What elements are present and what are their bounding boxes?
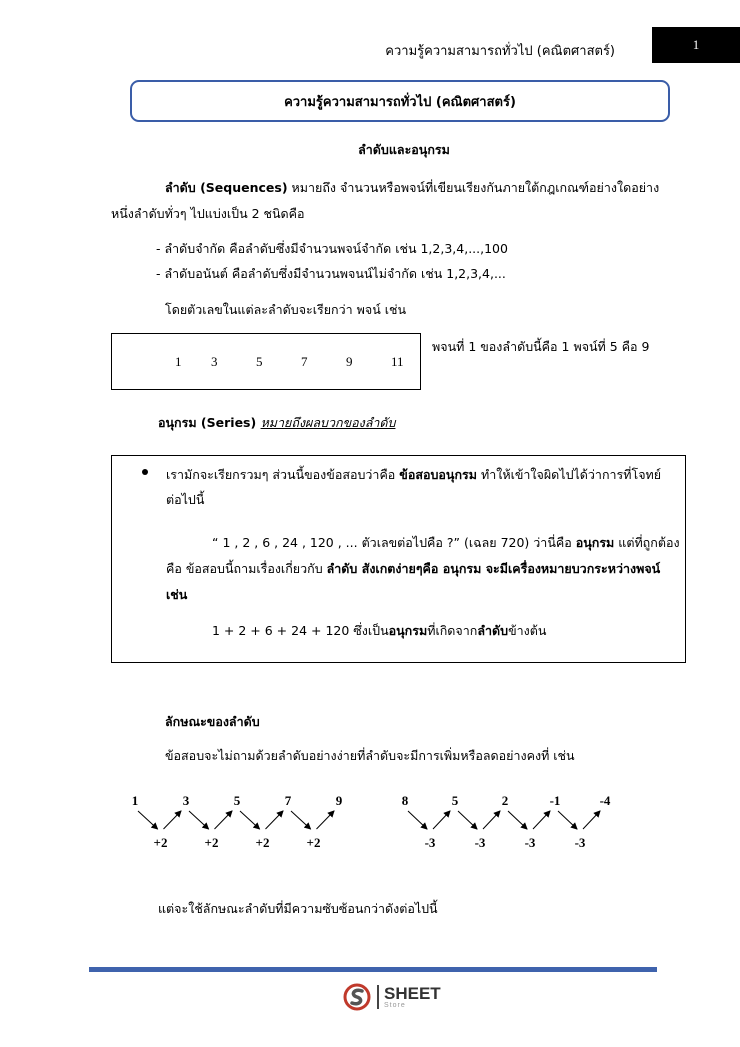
text-run: ที่เกิดจาก [427, 623, 478, 638]
sequence-term-label: -4 [599, 793, 611, 808]
sequence-difference-label: -3 [524, 835, 536, 850]
page-number-box [652, 27, 740, 63]
series-note-line4 [166, 559, 660, 579]
sequence-arrow-diagram [0, 785, 740, 855]
term-value: 1 [175, 354, 182, 369]
sequence-difference-label: +2 [204, 835, 219, 850]
section-title-row [0, 140, 740, 160]
up-arrow [164, 811, 182, 829]
text-run: เรามักจะเรียกรวมๆ ส่วนนี้ของข้อสอบว่าคือ [166, 467, 400, 482]
series-note-line2: ต่อไปนี้ [166, 492, 205, 507]
term-value: 3 [211, 354, 218, 369]
text-run-bold: อนุกรม [388, 623, 428, 638]
term-value: 9 [346, 354, 353, 369]
sequence-difference-label: +2 [306, 835, 321, 850]
series-note-line5: เช่น [166, 587, 188, 602]
text-run: แต่ที่ถูกต้อง [614, 535, 680, 550]
page-number: 1 [692, 37, 700, 52]
up-arrow [266, 811, 284, 829]
main-title: ความรู้ความสามารถทั่วไป (คณิตศาสตร์) [284, 94, 516, 110]
text-run: คือ ข้อสอบนี้ถามเรื่องเกี่ยวกับ [166, 561, 327, 576]
main-title-box [130, 80, 670, 122]
sequence-term: ลำดับ (Sequences) [165, 180, 288, 195]
sequence-difference-label: +2 [255, 835, 270, 850]
section-title: ลำดับและอนุกรม [358, 142, 450, 157]
up-arrow [583, 811, 600, 829]
sequence-definition-line1 [165, 178, 659, 198]
series-meaning: หมายถึงผลบวกของลำดับ [260, 415, 396, 430]
bullet-icon [142, 469, 148, 475]
down-arrow [138, 811, 158, 829]
closing-text: แต่จะใช้ลักษณะลำดับที่มีความซับซ้อนกว่าดังต่อไปนี้ [158, 901, 438, 916]
characteristics-title: ลักษณะของลำดับ [165, 714, 260, 729]
term-value: 5 [256, 354, 263, 369]
series-note-line1 [166, 465, 661, 485]
sequence-term-label: -1 [549, 793, 561, 808]
term-value: 7 [301, 354, 308, 369]
sequence-difference-label: -3 [574, 835, 586, 850]
sequence-definition-line2: หนึ่งลำดับทั่วๆ ไปแบ่งเป็น 2 ชนิดคือ [111, 206, 305, 221]
sequence-term-label: 5 [451, 793, 459, 808]
series-definition [158, 413, 395, 433]
sequence-difference-label: -3 [424, 835, 436, 850]
terms-intro: โดยตัวเลขในแต่ละลำดับจะเรียกว่า พจน์ เช่น [165, 302, 407, 317]
sequence-difference-label: -3 [474, 835, 486, 850]
up-arrow [483, 811, 500, 829]
terms-note: พจนที่ 1 ของลำดับนี้คือ 1 พจน์ที่ 5 คือ 9 [432, 339, 650, 354]
up-arrow [317, 811, 335, 829]
text-run-bold: ลำดับ [477, 623, 509, 638]
sequence-term-label: 2 [501, 793, 509, 808]
down-arrow [291, 811, 311, 829]
down-arrow [189, 811, 209, 829]
down-arrow [508, 811, 527, 829]
text-run: ข้างต้น [508, 623, 547, 638]
sequence-term-label: 8 [401, 793, 409, 808]
sequence-term-label: 7 [284, 793, 292, 808]
text-run-bold: ลำดับ สังเกตง่ายๆคือ อนุกรม จะมีเครื่องหมายบวกระหว่างพจน์ [326, 561, 661, 576]
logo-divider [377, 985, 379, 1009]
series-note-line6 [212, 621, 546, 641]
series-note-line3 [212, 533, 680, 553]
up-arrow [433, 811, 450, 829]
down-arrow [240, 811, 260, 829]
characteristics-text: ข้อสอบจะไม่ถามด้วยลำดับอย่างง่ายที่ลำดับจะมีการเพิ่มหรือลดอย่างคงที่ เช่น [165, 748, 575, 763]
sequence-term-label: 5 [233, 793, 241, 808]
series-term: อนุกรม (Series) [158, 415, 261, 430]
down-arrow [408, 811, 427, 829]
text-run-bold: อนุกรม [575, 535, 615, 550]
down-arrow [458, 811, 477, 829]
logo-text [384, 983, 441, 1009]
sequence-term-label: 3 [182, 793, 190, 808]
term-value: 11 [391, 354, 404, 369]
logo-sub: Store [384, 1001, 406, 1009]
header-title: ความรู้ความสามารถทั่วไป (คณิตศาสตร์) [385, 44, 615, 59]
terms-example-box [111, 333, 421, 390]
text-run: ทำให้เข้าใจผิดไปได้ว่าการที่โจทย์ [477, 467, 662, 482]
text-run: 1 + 2 + 6 + 24 + 120 ซึ่งเป็น [212, 623, 389, 638]
sheet-store-logo-icon [342, 983, 372, 1011]
text-run: “ 1 , 2 , 6 , 24 , 120 , ... ตัวเลขต่อไปคือ ?” (เฉลย 720) ว่านี่คือ [212, 535, 576, 550]
sequence-term-label: 1 [131, 793, 139, 808]
logo-name: SHEET [384, 983, 441, 1003]
down-arrow [558, 811, 577, 829]
up-arrow [533, 811, 550, 829]
sequence-meaning: หมายถึง จำนวนหรือพจน์ที่เขียนเรียงกันภายใต้กฎเกณฑ์อย่างใดอย่าง [287, 180, 660, 195]
footer-divider [89, 967, 657, 972]
up-arrow [215, 811, 233, 829]
type-infinite: - ลำดับอนันต์ คือลำดับซึ่งมีจำนวนพจนน์ไม่จำกัด เช่น 1,2,3,4,... [156, 266, 506, 281]
sheet-store-logo [342, 983, 441, 1011]
sequence-term-label: 9 [335, 793, 343, 808]
text-run-bold: ข้อสอบอนุกรม [399, 467, 477, 482]
sequence-difference-label: +2 [153, 835, 168, 850]
type-finite: - ลำดับจำกัด คือลำดับซึ่งมีจำนวนพจน์จำกัด เช่น 1,2,3,4,...,100 [156, 241, 508, 256]
